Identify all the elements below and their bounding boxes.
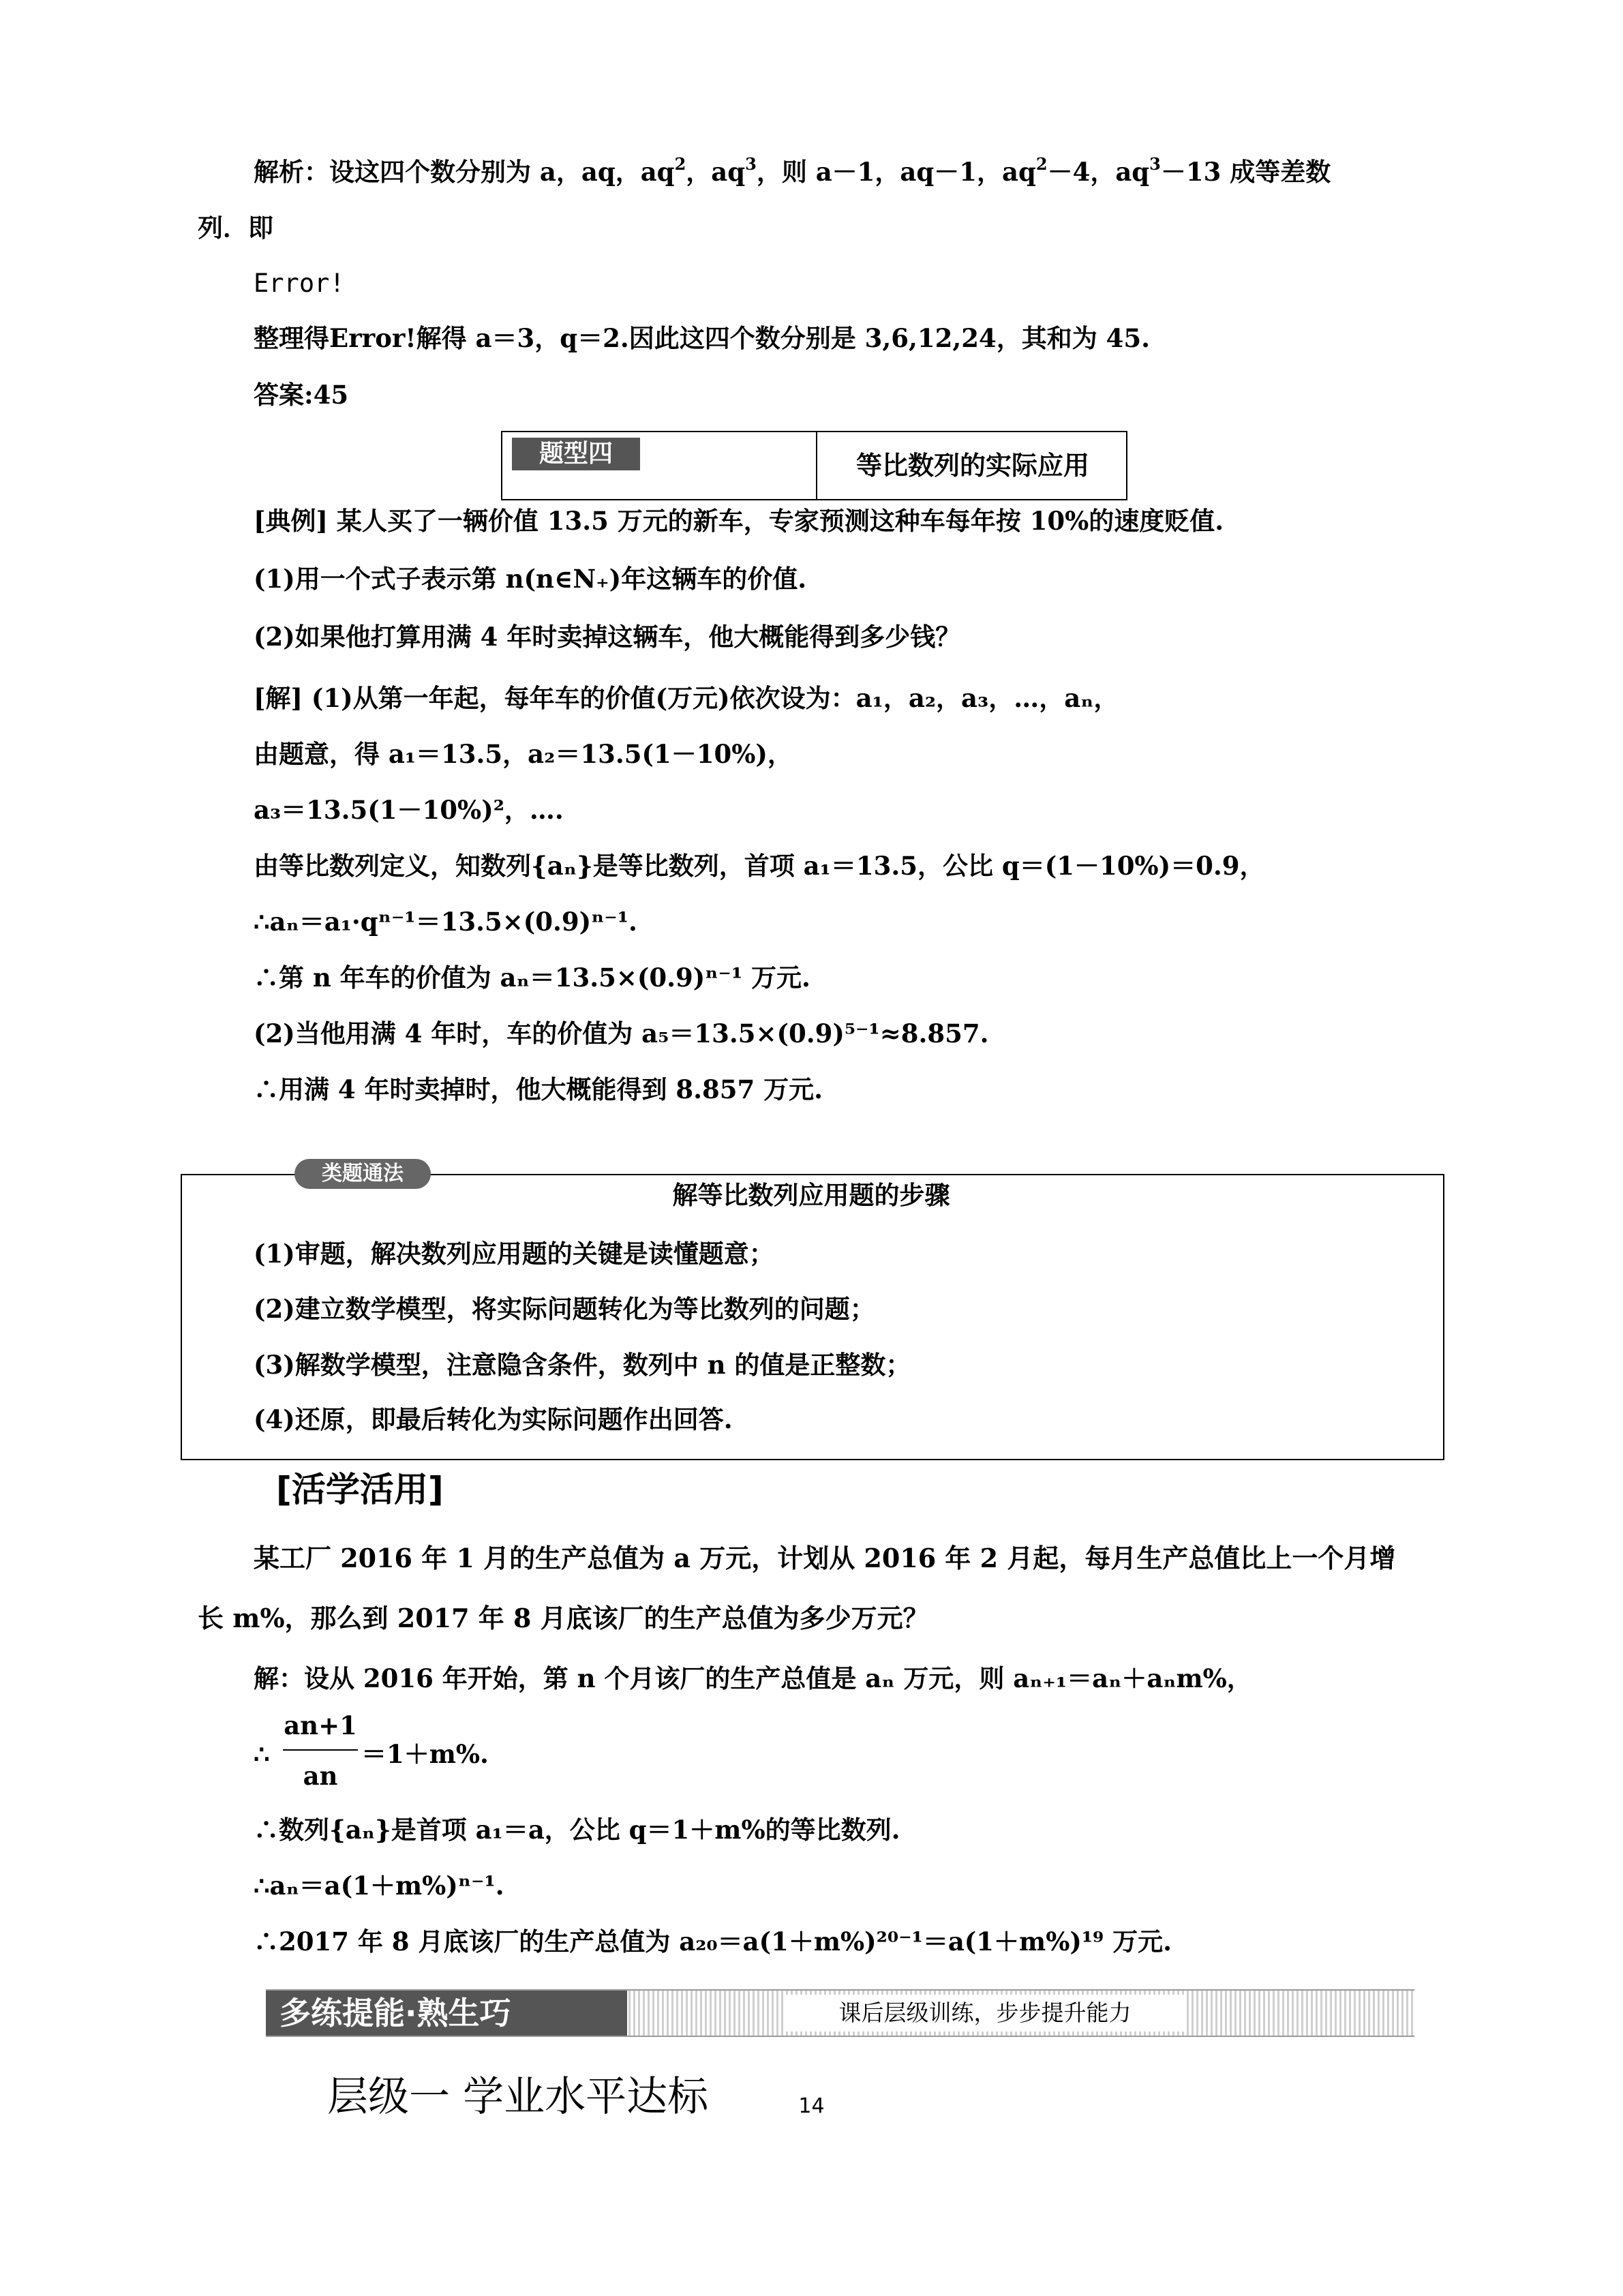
practice-question-1: 某工厂 2016 年 1 月的生产总值为 a 万元，计划从 2016 年 2 月起，每月生产总值比上一个月增	[254, 1543, 1396, 1573]
practice-question-2: 长 m%，那么到 2017 年 8 月底该厂的生产总值为多少万元？	[198, 1603, 929, 1633]
superscript: 2	[1035, 154, 1048, 174]
analysis-text: ，则 a－1，aq－1，aq	[756, 157, 1036, 187]
therefore-symbol: ∴	[254, 1739, 270, 1769]
analysis-text: －4，aq	[1047, 157, 1150, 187]
analysis-line-2: 列．即	[198, 213, 273, 243]
practice-banner	[266, 1989, 1414, 2037]
analysis-text: －13 成等差数	[1160, 157, 1331, 187]
solution-line-6: ∴第 n 年车的价值为 aₙ＝13.5×(0.9)ⁿ⁻¹ 万元.	[254, 963, 810, 993]
analysis-line-4: 整理得Error!解得 a＝3，q＝2.因此这四个数分别是 3,6,12,24，其和为 45.	[254, 323, 1150, 353]
solution-line-2: 由题意，得 a₁＝13.5，a₂＝13.5(1－10%)，	[254, 739, 793, 769]
type-label: 题型四	[512, 438, 640, 470]
fraction-bar	[283, 1749, 358, 1751]
method-item: (1)审题，解决数列应用题的关键是读懂题意；	[254, 1239, 774, 1269]
solution-line-7: (2)当他用满 4 年时，车的价值为 a₅＝13.5×(0.9)⁵⁻¹≈8.857.	[254, 1018, 989, 1048]
error-placeholder: Error!	[254, 269, 345, 298]
analysis-text: a，aq，aq	[539, 157, 675, 187]
type-title: 等比数列的实际应用	[855, 451, 1089, 481]
type-header-box	[501, 431, 1127, 500]
analysis-text: 解析：设这四个数分别为	[254, 157, 540, 187]
solution-line-1: [解] (1)从第一年起，每年车的价值(万元)依次设为：a₁，a₂，a₃，…，aₙ，	[254, 683, 1119, 713]
superscript: 2	[674, 154, 686, 174]
analysis-line-1	[254, 155, 1331, 188]
practice-solution-3: ∴数列{aₙ}是首项 a₁＝a，公比 q＝1＋m%的等比数列.	[254, 1815, 900, 1845]
banner-right: 课后层级训练，步步提升能力	[784, 1995, 1186, 2031]
divider	[816, 432, 817, 499]
superscript: 3	[745, 154, 757, 174]
practice-solution-4: ∴aₙ＝a(1＋m%)ⁿ⁻¹.	[254, 1871, 504, 1901]
fraction-denominator: an	[303, 1761, 338, 1791]
practice-solution-1: 解：设从 2016 年开始，第 n 个月该厂的生产总值是 aₙ 万元，则 aₙ₊₁＝aₙ＋aₙm%，	[254, 1663, 1252, 1693]
superscript: 3	[1149, 154, 1161, 174]
solution-line-3: a₃＝13.5(1－10%)²，….	[254, 795, 564, 825]
method-item: (2)建立数学模型，将实际问题转化为等比数列的问题；	[254, 1294, 875, 1324]
method-item: (4)还原，即最后转化为实际问题作出回答.	[254, 1404, 733, 1434]
practice-heading: [活学活用]	[276, 1470, 444, 1509]
solution-line-5: ∴aₙ＝a₁·qⁿ⁻¹＝13.5×(0.9)ⁿ⁻¹.	[254, 907, 637, 937]
example-problem: [典例] 某人买了一辆价值 13.5 万元的新车，专家预测这种车每年按 10%的速度贬值.	[254, 506, 1224, 536]
fraction-numerator: an+1	[284, 1710, 357, 1740]
example-question-1: (1)用一个式子表示第 n(n∈N₊)年这辆车的价值.	[254, 564, 807, 594]
analysis-text: ，aq	[686, 157, 746, 187]
banner-left: 多练提能·熟生巧	[266, 1991, 627, 2036]
fraction-rest: ＝1＋m%.	[361, 1739, 489, 1769]
solution-line-4: 由等比数列定义，知数列{aₙ}是等比数列，首项 a₁＝13.5，公比 q＝(1－10%)＝0.9，	[254, 851, 1265, 881]
answer: 答案:45	[254, 380, 349, 410]
solution-line-8: ∴用满 4 年时卖掉时，他大概能得到 8.857 万元.	[254, 1074, 823, 1104]
example-question-2: (2)如果他打算用满 4 年时卖掉这辆车，他大概能得到多少钱？	[254, 622, 961, 652]
level-title: 层级一 学业水平达标	[327, 2073, 709, 2121]
page-number: 14	[798, 2094, 825, 2118]
method-item: (3)解数学模型，注意隐含条件，数列中 n 的值是正整数；	[254, 1350, 911, 1380]
method-title: 解等比数列应用题的步骤	[672, 1181, 950, 1210]
practice-solution-5: ∴2017 年 8 月底该厂的生产总值为 a₂₀＝a(1＋m%)²⁰⁻¹＝a(1＋m%)¹⁹ 万元.	[254, 1927, 1172, 1957]
method-tag: 类题通法	[294, 1159, 431, 1189]
